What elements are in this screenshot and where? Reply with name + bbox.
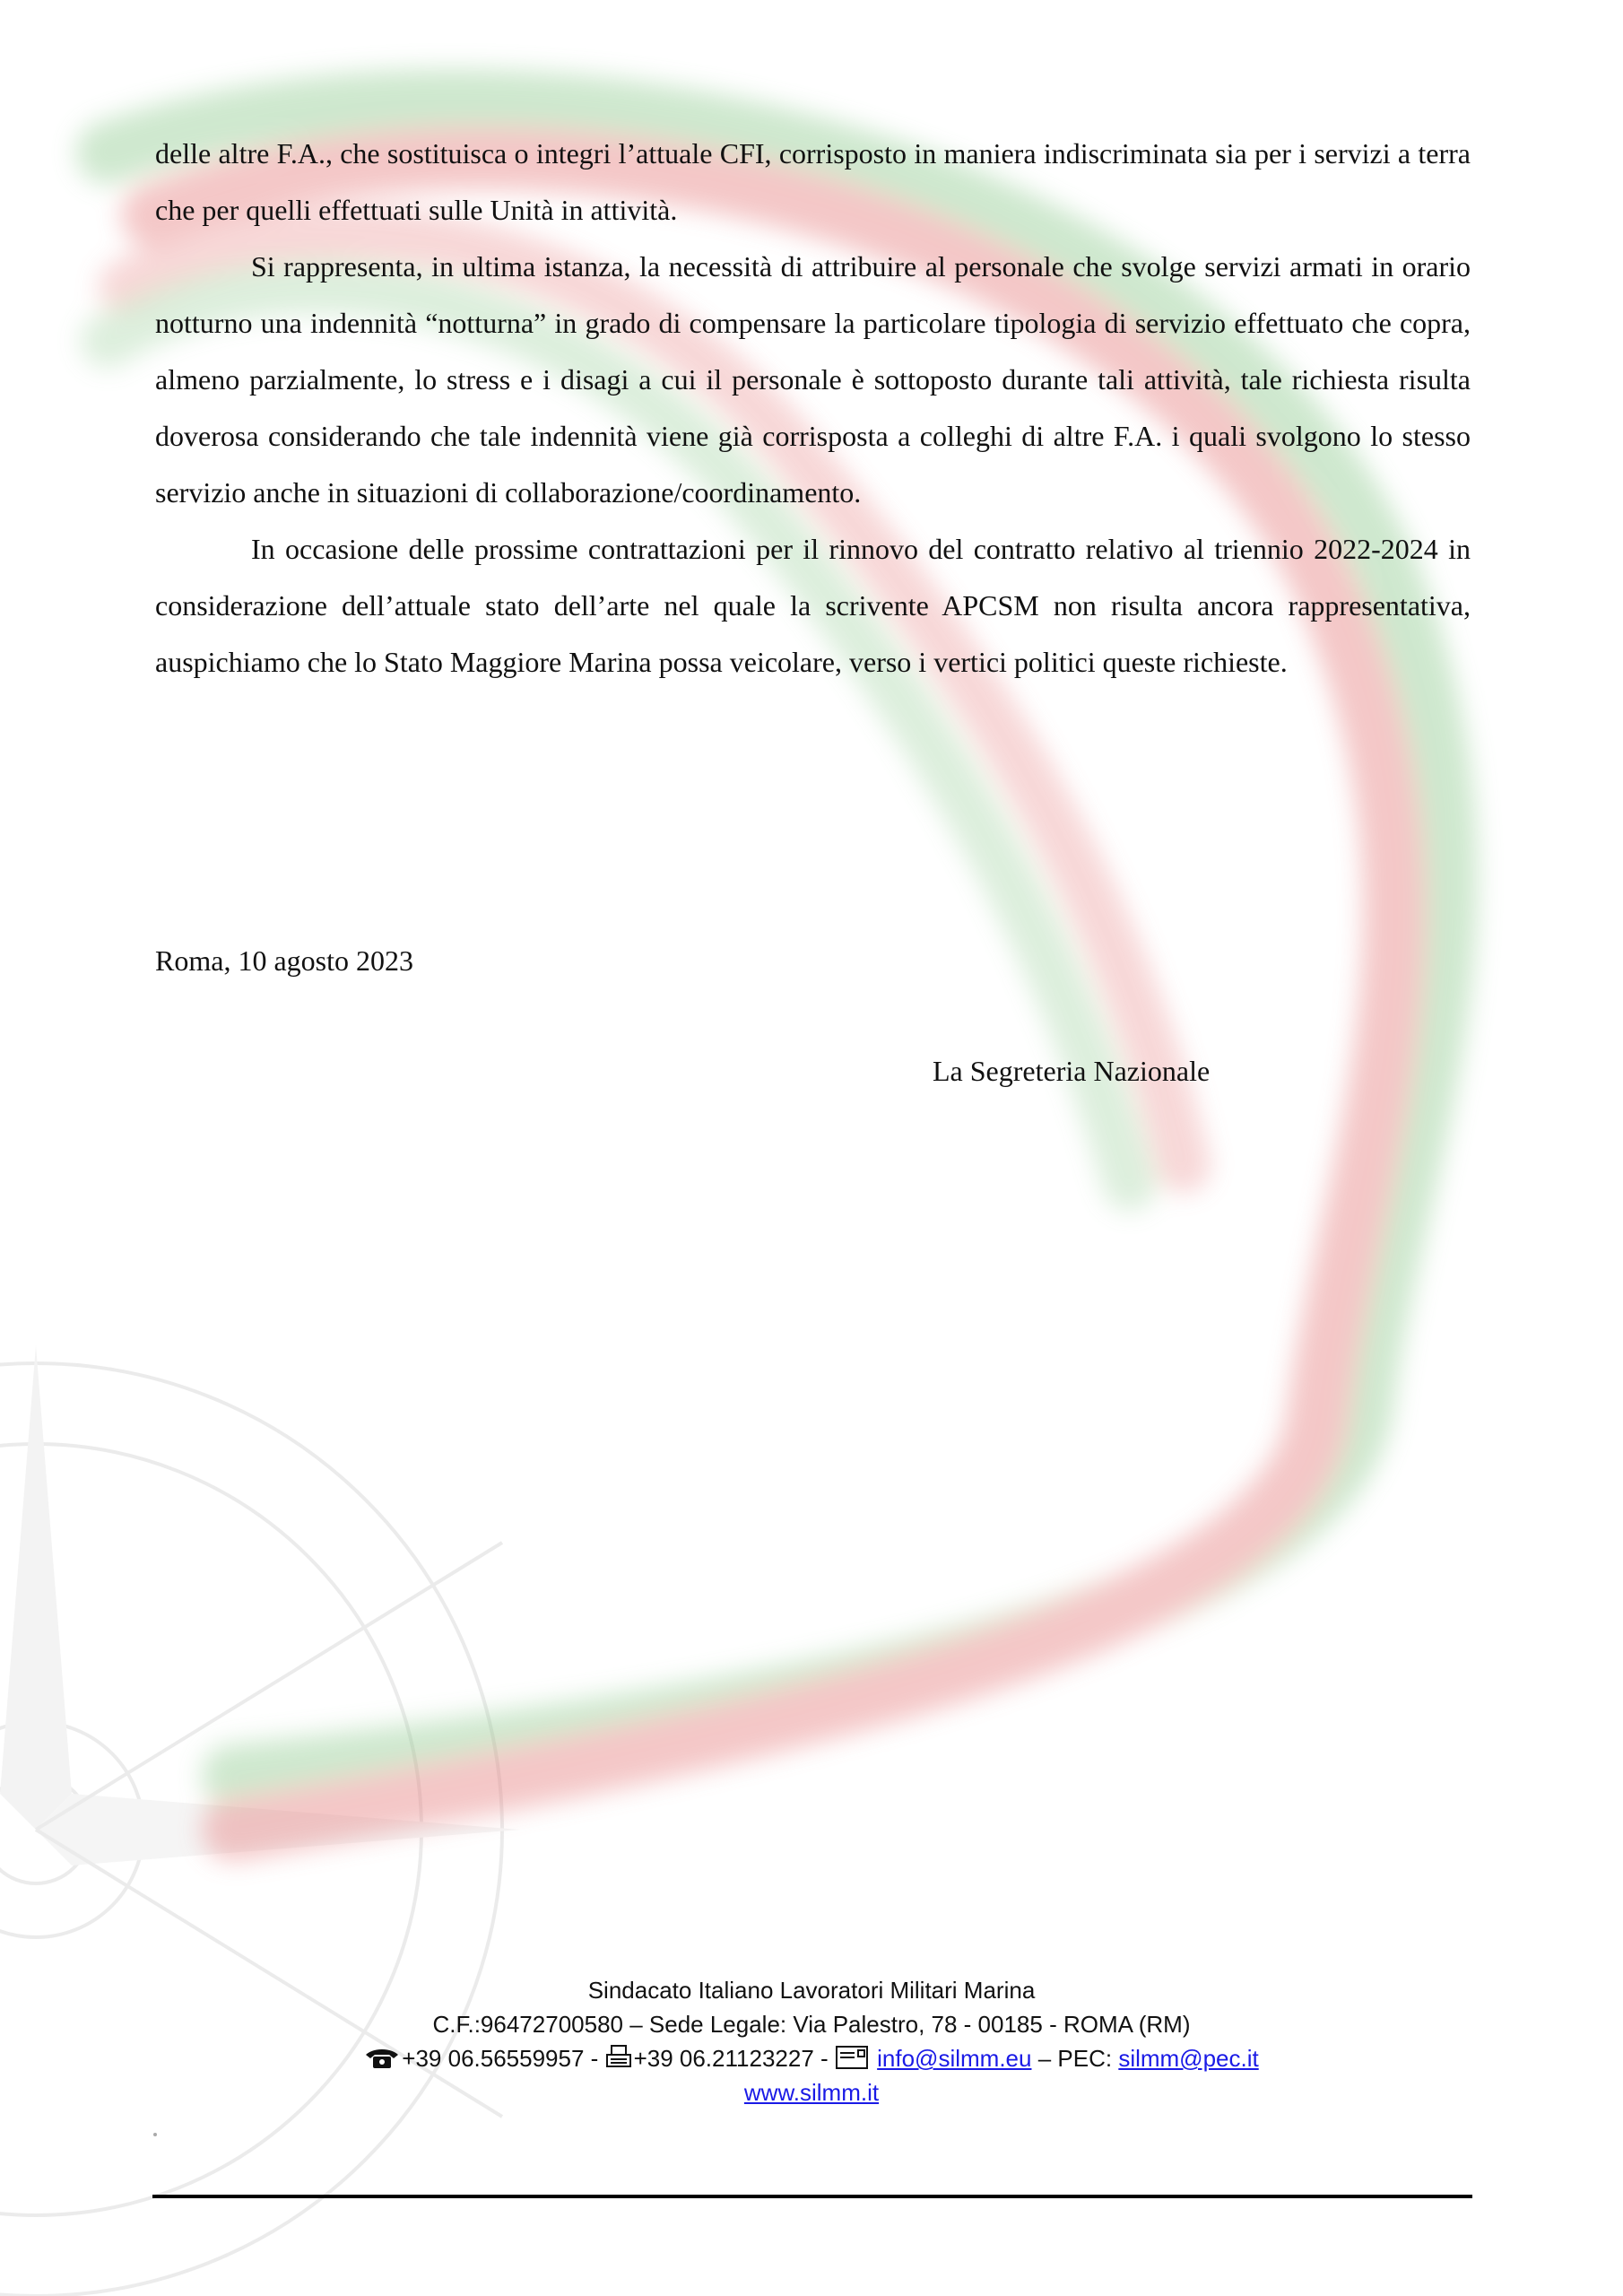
phone-icon <box>364 2047 400 2070</box>
footer-email-link[interactable]: info@silmm.eu <box>877 2045 1032 2072</box>
footer-pec-label: – PEC: <box>1037 2045 1113 2072</box>
footer-fax: +39 06.21123227 - <box>633 2045 829 2072</box>
stray-dot <box>153 2133 157 2136</box>
paragraph-contract-renewal: In occasione delle prossime contrattazioni per il rinnovo del contratto relativo al triennio 2022-2024 in considerazione dell’attuale stato dell’arte nel quale la scrivente APCSM non risulta ancora rappresentativa, auspichiamo che lo Stato Maggiore Marina possa veicolare, verso i vertici politici queste richieste. <box>155 533 1471 678</box>
signature: La Segreteria Nazionale <box>933 1055 1211 1087</box>
footer <box>0 1973 1623 2109</box>
paragraph-night-allowance: Si rappresenta, in ultima istanza, la necessità di attribuire al personale che svolge servizi armati in orario notturno una indennità “notturna” in grado di compensare la particolare tipologia di servizio effettuato che copra, almeno parzialmente, lo stress e i disagi a cui il personale è sottoposto durante tali attività, tale richiesta risulta doverosa considerando che tale indennità viene già corrisposta a colleghi di altre F.A. i quali svolgono lo stesso servizio anche in situazioni di collaborazione/coordinamento. <box>155 250 1471 509</box>
mail-icon <box>835 2045 869 2070</box>
footer-rule <box>152 2195 1472 2198</box>
footer-legal-line: C.F.:96472700580 – Sede Legale: Via Palestro, 78 - 00185 - ROMA (RM) <box>432 2011 1191 2038</box>
paragraph-continuation: delle altre F.A., che sostituisca o integri l’attuale CFI, corrisposto in maniera indiscriminata sia per i servizi a terra che per quelli effettuati sulle Unità in attività. <box>155 137 1471 226</box>
footer-pec-link[interactable]: silmm@pec.it <box>1118 2045 1259 2072</box>
footer-org-name: Sindacato Italiano Lavoratori Militari Marina <box>587 1977 1036 2004</box>
fax-icon <box>605 2045 632 2070</box>
footer-contacts <box>0 2041 1623 2075</box>
footer-phone: +39 06.56559957 - <box>402 2045 599 2072</box>
footer-website-link[interactable]: www.silmm.it <box>743 2079 880 2106</box>
letter-body <box>155 126 1471 691</box>
date-line: Roma, 10 agosto 2023 <box>155 944 413 977</box>
